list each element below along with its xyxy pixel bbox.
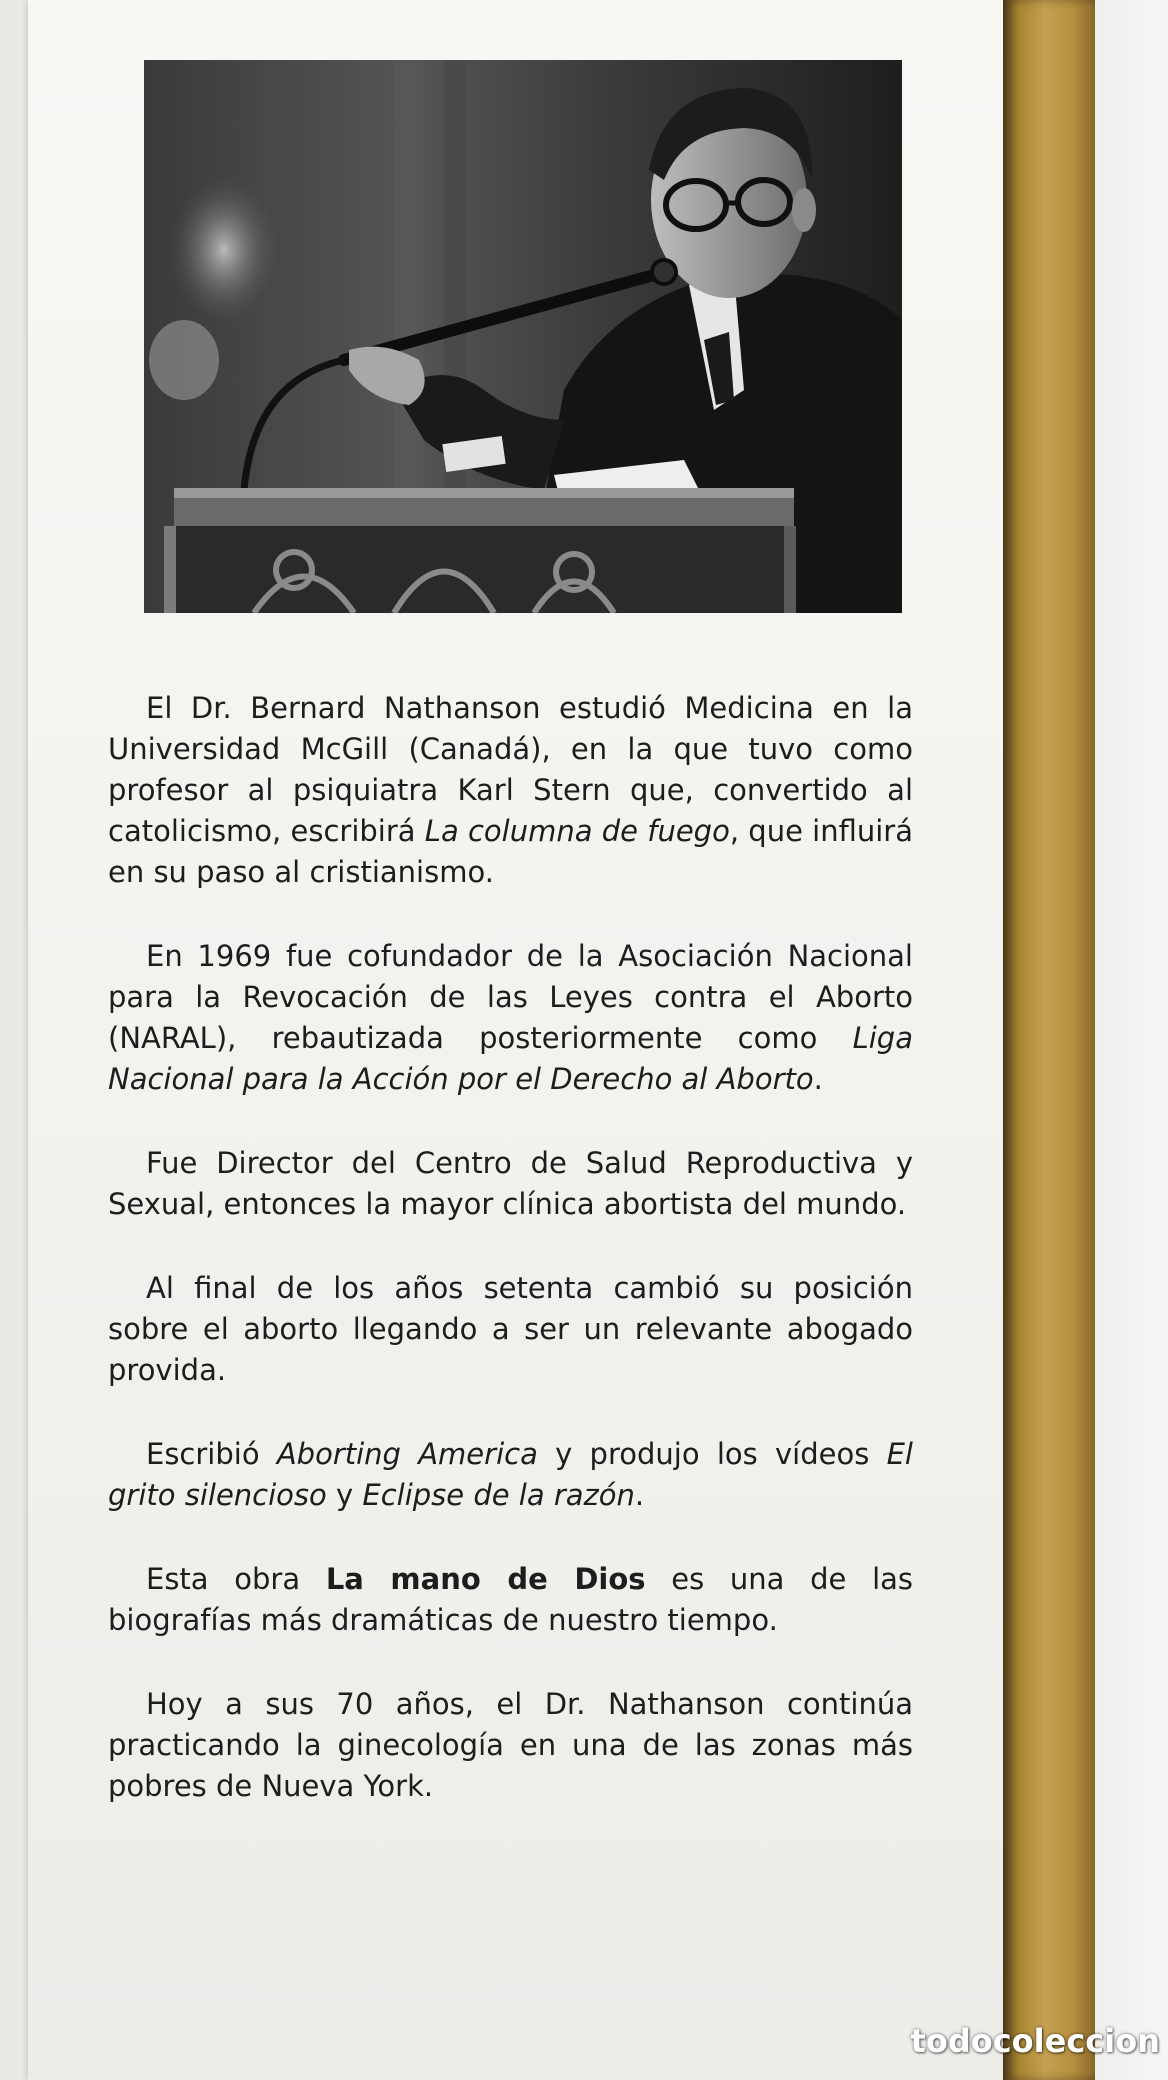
bio-text: En 1969 fue cofundador de la Asociación Nacional para la Revocación de las Leyes contra el Aborto (NARAL), rebautizada posteriormente como	[108, 939, 913, 1055]
book-title-bold: La mano de Dios	[325, 1562, 646, 1596]
bio-paragraph-6	[108, 1559, 913, 1641]
author-biography	[108, 688, 913, 1850]
bio-text: El Dr. Bernard Nathanson estudió Medicina en la Universidad McGill (Canadá), en la que tuvo como profesor al psiquiatra Karl Stern que, convertido al catolicismo, escribirá	[108, 691, 913, 848]
bio-text: , que influirá en su paso al cristianismo.	[108, 814, 914, 889]
organization-name-italic: Liga Nacional para la Acción por el Derecho al Aborto	[108, 1021, 913, 1096]
bio-text: .	[813, 1062, 823, 1096]
bio-text: y	[326, 1478, 363, 1512]
bio-text: Escribió	[146, 1437, 277, 1471]
watermark-logo: todocoleccion	[910, 2022, 1160, 2060]
video-title-italic: Eclipse de la razón	[362, 1478, 635, 1512]
background	[1090, 0, 1168, 2080]
bio-text: Esta obra	[146, 1562, 326, 1596]
bio-paragraph-1	[108, 688, 913, 893]
portrait-photo-icon	[144, 60, 902, 613]
bio-paragraph-7: Hoy a sus 70 años, el Dr. Nathanson continúa practicando la ginecología en una de las zonas más pobres de Nueva York.	[108, 1687, 913, 1803]
book-spine	[1003, 0, 1095, 2080]
bio-paragraph-5	[108, 1434, 913, 1516]
video-title-italic: El grito silencioso	[108, 1437, 913, 1512]
bio-paragraph-3: Fue Director del Centro de Salud Reproductiva y Sexual, entonces la mayor clínica abortista del mundo.	[108, 1146, 913, 1221]
bio-paragraph-2	[108, 936, 913, 1100]
book-title-italic: La columna de fuego	[424, 814, 730, 848]
book-title-italic: Aborting America	[276, 1437, 538, 1471]
bio-paragraph-4: Al final de los años setenta cambió su posición sobre el aborto llegando a ser un relevante abogado provida.	[108, 1271, 913, 1387]
bio-text: es una de las biografías más dramáticas de nuestro tiempo.	[108, 1562, 913, 1637]
bio-text: .	[634, 1478, 645, 1512]
author-photo	[144, 60, 902, 613]
bio-text: y produjo los vídeos	[537, 1437, 887, 1471]
